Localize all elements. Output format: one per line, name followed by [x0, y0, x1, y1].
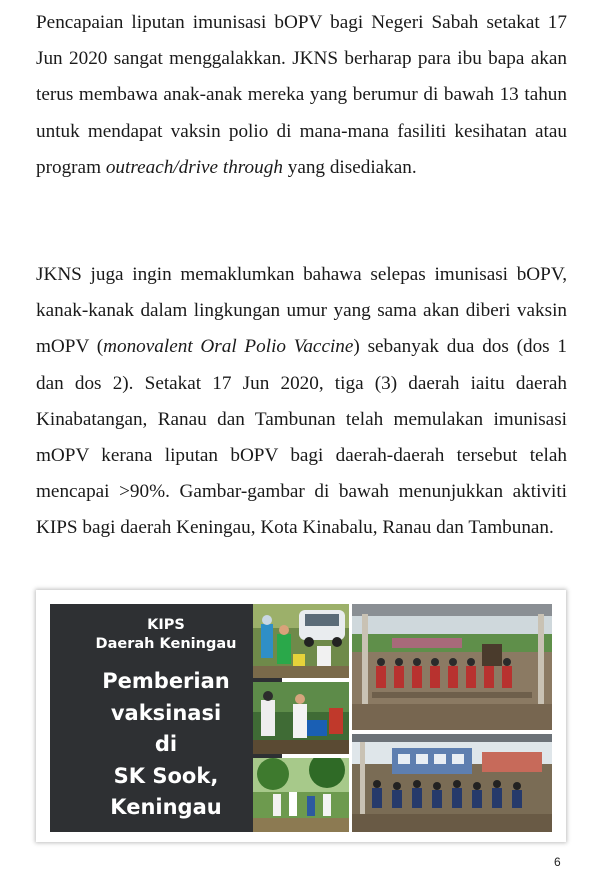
photo-school-seated-students — [352, 734, 552, 832]
caption-line: Pemberian — [102, 669, 230, 693]
paragraph-mopv-announcement — [36, 257, 567, 547]
paragraph-text: ) sebanyak dua dos (dos 1 dan dos 2). Setakat 17 Jun 2020, tiga (3) daerah iaitu daerah Kinabatangan, Ranau dan Tambunan telah memulakan imunisasi mOPV kerana liputan bOPV bagi daerah-daerah tersebut telah mencapai >90%. Gambar-gambar di bawah menunjukkan aktiviti KIPS bagi daerah Keningau, Kota Kinabalu, Ranau dan Tambunan. — [36, 336, 568, 539]
photo-collage-figure — [36, 590, 566, 842]
photo-outdoor-group — [253, 758, 349, 832]
caption-panel — [50, 604, 282, 832]
caption-district: Daerah Keningau — [95, 636, 237, 652]
photo-vaccinator-with-cooler — [253, 682, 349, 754]
caption-title: KIPS — [147, 617, 185, 633]
photo-vaccination-by-car — [253, 604, 349, 678]
paragraph-text: JKNS juga ingin memaklumkan bahawa selepas imunisasi bOPV, kanak-kanak dalam lingkungan umur yang sama akan diberi vaksin mOPV ( — [36, 264, 567, 358]
caption-line: Keningau — [110, 795, 222, 819]
paragraph-text: Pencapaian liputan imunisasi bOPV bagi Negeri Sabah setakat 17 Jun 2020 sangat menggalakkan. JKNS berharap para ibu bapa akan terus membawa anak-anak mereka yang berumur di bawah 13 tahun untuk mendapat vaksin polio di mana-mana fasiliti kesihatan atau program — [36, 12, 567, 178]
paragraph-bopv-coverage — [36, 5, 567, 186]
page-number: 6 — [554, 855, 561, 869]
photo-tent-vaccination-rows — [352, 604, 552, 730]
italic-term: outreach/drive through — [105, 156, 283, 178]
italic-term: monovalent Oral Polio Vaccine — [103, 336, 354, 358]
paragraph-text: yang disediakan. — [282, 156, 417, 178]
caption-line: di — [154, 732, 178, 756]
caption-line: vaksinasi — [110, 700, 222, 725]
caption-line: SK Sook, — [113, 763, 219, 788]
